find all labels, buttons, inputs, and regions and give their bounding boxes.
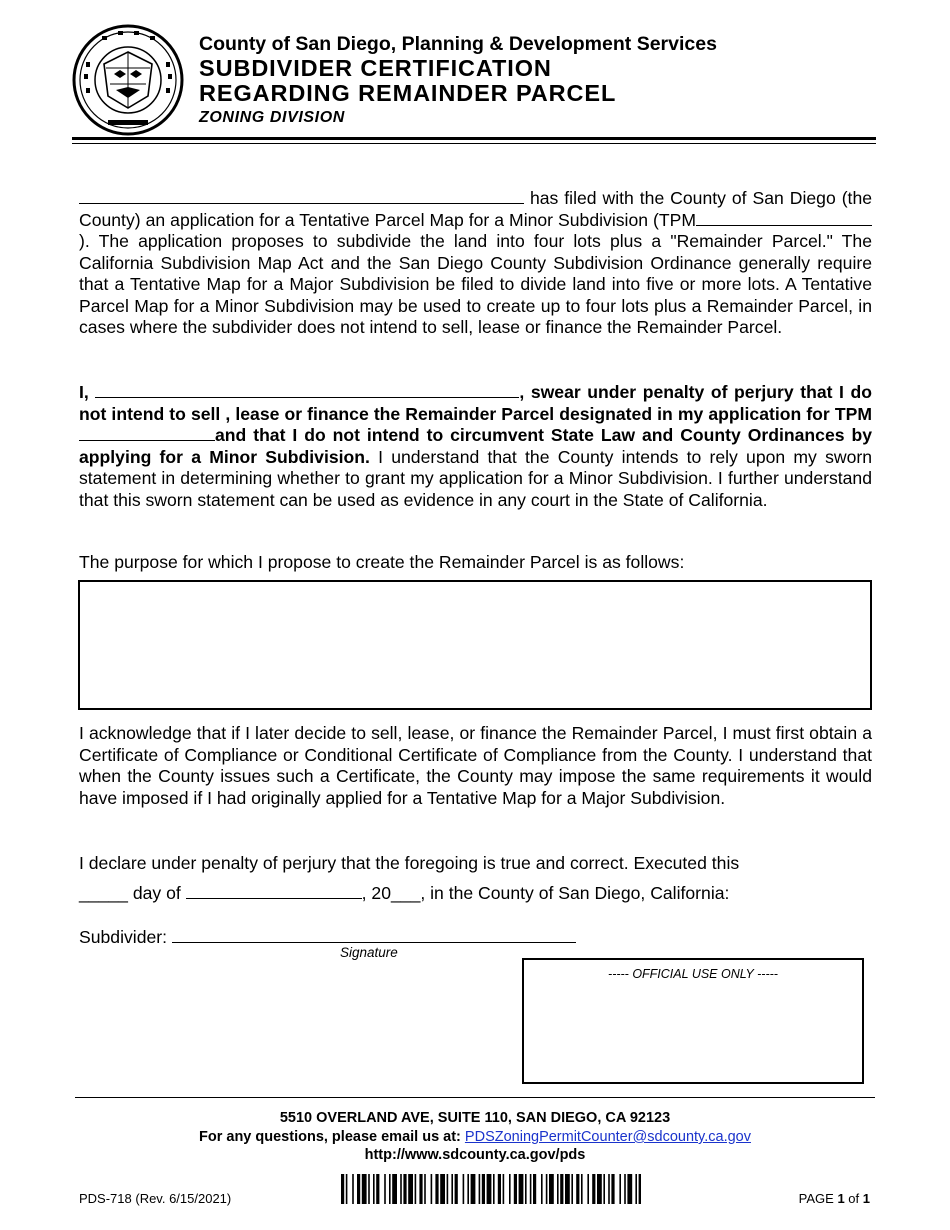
acknowledgement-paragraph: I acknowledge that if I later decide to sell, lease, or finance the Remainder Parcel, I must first obtain a Certificate of Compliance or Conditional Certificate of Compliance from the County. I understand that when the County issues such a Certificate, the County may impose the same requirements it would have imposed if I had originally applied for a Tentative Map for a Major Subdivision.: [79, 723, 872, 808]
footer-website[interactable]: http://www.sdcounty.ca.gov/pds: [364, 1147, 586, 1163]
form-id: PDS-718 (Rev. 6/15/2021): [79, 1191, 232, 1206]
signature-caption: Signature: [340, 945, 398, 960]
form-title-line1: SUBDIVIDER CERTIFICATION: [199, 55, 552, 81]
applicant-name-field[interactable]: [79, 189, 524, 204]
subdivider-signature-field[interactable]: [172, 928, 576, 943]
page-number: PAGE 1 of 1: [798, 1191, 870, 1206]
organization-name: County of San Diego, Planning & Development Services: [199, 33, 717, 55]
footer-questions: For any questions, please email us at: PDSZoningPermitCounter@sdcounty.ca.gov: [199, 1129, 751, 1145]
purpose-textbox[interactable]: [78, 580, 872, 710]
swearer-name-field[interactable]: [95, 383, 519, 398]
intro-paragraph: has filed with the County of San Diego (the County) an application for a Tentative Parcel Map for a Minor Subdivision (TPM). The application proposes to subdivide the land into four lots plus a "Remainder Parcel." The California Subdivision Map Act and the San Diego County Subdivision Ordinance generally require that a Tentative Map for a Major Subdivision be filed to divide land into five or more lots. A Tentative Parcel Map for a Minor Subdivision may be used to create up to four lots plus a Remainder Parcel, in cases where the subdivider does not intend to sell, lease or finance the Remainder Parcel.: [79, 188, 873, 337]
subdivider-line: Subdivider:: [79, 926, 576, 948]
form-title-line2: REGARDING REMAINDER PARCEL: [199, 80, 617, 106]
tpm-number-field[interactable]: [696, 211, 872, 226]
declaration-text: I declare under penalty of perjury that the foregoing is true and correct. Executed this: [79, 853, 740, 873]
barcode-icon: [341, 1174, 641, 1204]
day-field[interactable]: _____: [79, 883, 128, 903]
header-divider-thin: [72, 143, 876, 144]
footer-divider: [75, 1097, 875, 1098]
tpm-number-field-2[interactable]: [79, 426, 215, 441]
email-link[interactable]: PDSZoningPermitCounter@sdcounty.ca.gov: [464, 1129, 751, 1145]
year-text: , 20___, in the County of San Diego, California:: [361, 883, 730, 903]
division-name: ZONING DIVISION: [199, 109, 345, 126]
official-use-label: ----- OFFICIAL USE ONLY -----: [608, 967, 778, 981]
header-block: [199, 32, 717, 127]
date-line: _____ day of , 20___, in the County of San Diego, California:: [79, 883, 730, 903]
county-seal-logo: [72, 22, 184, 138]
sworn-statement-paragraph: I, , swear under penalty of perjury that I do not intend to sell , lease or finance the Remainder Parcel designated in my application for TPMand that I do not intend to circumvent State Law and County Ordinances by applying for a Minor Subdivision. I understand that the County intends to rely upon my sworn statement in determining whether to grant my application for a Minor Subdivision. I further understand that this sworn statement can be used as evidence in any court in the State of California.: [79, 382, 873, 510]
header-divider: [72, 137, 876, 140]
purpose-label: The purpose for which I propose to create the Remainder Parcel is as follows:: [79, 552, 685, 572]
month-field[interactable]: [186, 884, 362, 899]
official-use-box: [522, 958, 864, 1084]
footer-address: 5510 OVERLAND AVE, SUITE 110, SAN DIEGO, CA 92123: [279, 1110, 671, 1126]
